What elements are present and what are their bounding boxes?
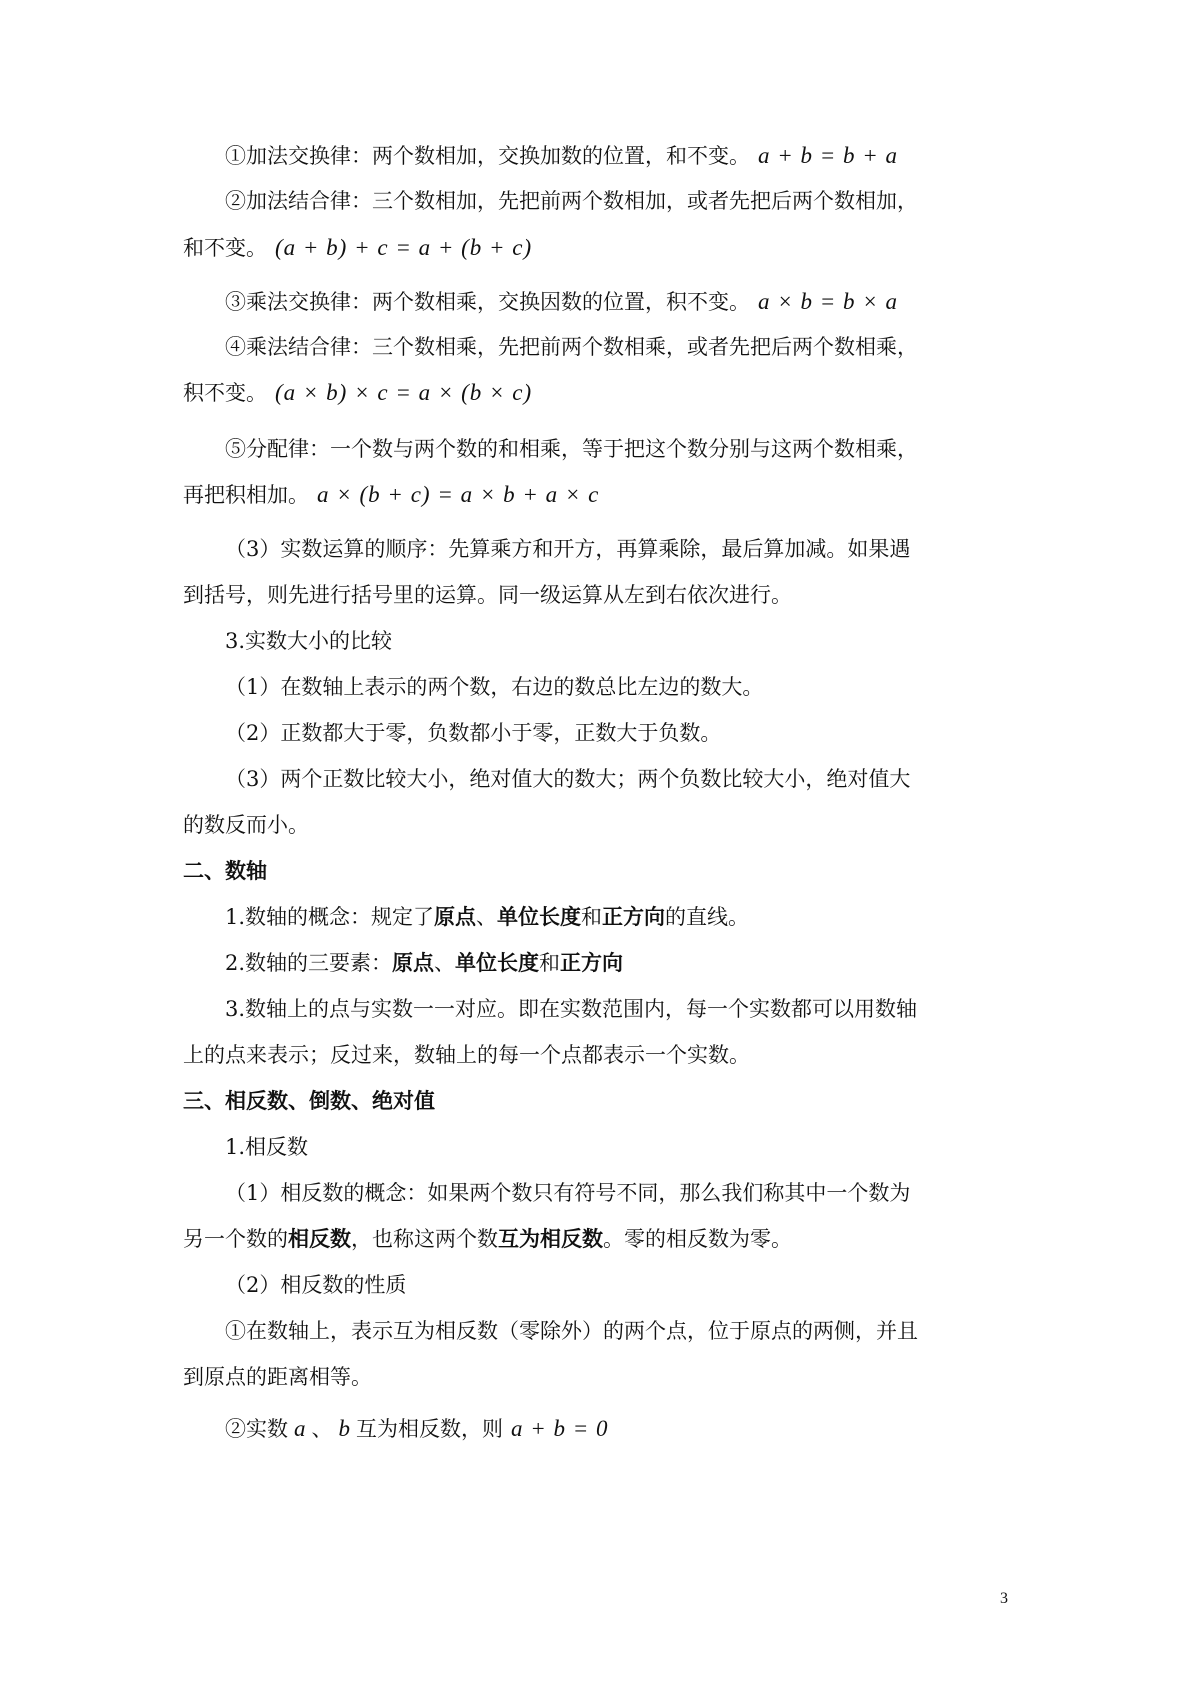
text: （1）相反数的概念：如果两个数只有符号不同，那么我们称其中一个数为 xyxy=(225,1181,911,1205)
text: ①在数轴上，表示互为相反数（零除外）的两个点，位于原点的两侧，并且 xyxy=(225,1319,918,1343)
text: ③乘法交换律：两个数相乘，交换因数的位置，积不变。 xyxy=(225,290,750,314)
text: ⑤分配律：一个数与两个数的和相乘，等于把这个数分别与这两个数相乘， xyxy=(225,437,918,461)
subheading-opposite-properties xyxy=(183,1262,1013,1308)
formula: a + b = 0 xyxy=(511,1416,609,1441)
bold-term: 单位长度 xyxy=(455,951,540,975)
text: 另一个数的 xyxy=(183,1227,288,1251)
text: 上的点来表示；反过来，数轴上的每一个点都表示一个实数。 xyxy=(183,1043,750,1067)
paragraph-multiplication-commutative xyxy=(183,279,1013,325)
text: （3）实数运算的顺序：先算乘方和开方，再算乘除，最后算加减。如果遇 xyxy=(225,537,911,561)
page-number: 3 xyxy=(1000,1590,1008,1607)
text: 、 xyxy=(476,905,498,929)
text: 和不变。 xyxy=(183,236,267,260)
text: （2）相反数的性质 xyxy=(225,1273,407,1297)
text: 二、数轴 xyxy=(183,859,267,883)
text: 3.数轴上的点与实数一一对应。即在实数范围内，每一个实数都可以用数轴 xyxy=(225,997,918,1021)
text: 1.数轴的概念：规定了 xyxy=(225,905,435,929)
text: ②实数 xyxy=(225,1417,288,1441)
paragraph-number-line-concept xyxy=(183,894,1013,940)
text: 3.实数大小的比较 xyxy=(225,629,393,653)
text: 的数反而小。 xyxy=(183,813,309,837)
paragraph-distributive-cont xyxy=(183,472,1013,518)
paragraph-operation-order-cont xyxy=(183,572,1013,618)
paragraph-addition-commutative xyxy=(183,133,1013,179)
subheading-opposite-numbers xyxy=(183,1124,1013,1170)
text: ①加法交换律：两个数相加，交换加数的位置，和不变。 xyxy=(225,144,750,168)
paragraph-operation-order xyxy=(183,526,1013,572)
bold-term: 相反数 xyxy=(288,1227,351,1251)
paragraph-number-line-correspondence xyxy=(183,986,1013,1032)
text: 的直线。 xyxy=(665,905,750,929)
text: ，也称这两个数 xyxy=(351,1227,498,1251)
text: 互为相反数，则 xyxy=(356,1417,503,1441)
paragraph-opposite-property-1-cont xyxy=(183,1354,1013,1400)
formula: (a + b) + c = a + (b + c) xyxy=(275,235,533,260)
text: （2）正数都大于零，负数都小于零，正数大于负数。 xyxy=(225,721,722,745)
bold-term: 原点 xyxy=(434,905,477,929)
text: 和 xyxy=(581,905,603,929)
paragraph-number-line-elements xyxy=(183,940,1013,986)
text: ④乘法结合律：三个数相乘，先把前两个数相乘，或者先把后两个数相乘， xyxy=(225,335,918,359)
text: 、 xyxy=(311,1417,333,1441)
text: 2.数轴的三要素： xyxy=(225,951,393,975)
paragraph-compare-1 xyxy=(183,664,1013,710)
bold-term: 正方向 xyxy=(602,905,666,929)
formula: a × (b + c) = a × b + a × c xyxy=(317,482,600,507)
text: （3）两个正数比较大小，绝对值大的数大；两个负数比较大小，绝对值大 xyxy=(225,767,911,791)
paragraph-multiplication-associative xyxy=(183,324,1013,370)
subheading-real-number-comparison xyxy=(183,618,1013,664)
formula: a × b = b × a xyxy=(758,289,899,314)
paragraph-opposite-property-2 xyxy=(183,1406,1013,1452)
text: 和 xyxy=(539,951,561,975)
paragraph-number-line-correspondence-cont xyxy=(183,1032,1013,1078)
text: 到原点的距离相等。 xyxy=(183,1365,372,1389)
paragraph-compare-3-cont xyxy=(183,802,1013,848)
text: 。零的相反数为零。 xyxy=(603,1227,792,1251)
paragraph-multiplication-associative-cont xyxy=(183,370,1013,416)
text: 到括号，则先进行括号里的运算。同一级运算从左到右依次进行。 xyxy=(183,583,792,607)
text: ②加法结合律：三个数相加，先把前两个数相加，或者先把后两个数相加， xyxy=(225,189,918,213)
bold-term: 单位长度 xyxy=(497,905,582,929)
text: 、 xyxy=(434,951,456,975)
paragraph-compare-3 xyxy=(183,756,1013,802)
text: 1.相反数 xyxy=(225,1135,309,1159)
formula: a + b = b + a xyxy=(758,143,899,168)
paragraph-addition-associative xyxy=(183,178,1013,224)
text: （1）在数轴上表示的两个数，右边的数总比左边的数大。 xyxy=(225,675,764,699)
text: 积不变。 xyxy=(183,381,267,405)
heading-number-line xyxy=(183,848,1013,894)
heading-opposite-reciprocal-absolute xyxy=(183,1078,1013,1124)
paragraph-distributive xyxy=(183,426,1013,472)
paragraph-addition-associative-cont xyxy=(183,225,1013,271)
text: 再把积相加。 xyxy=(183,483,309,507)
variable: b xyxy=(338,1416,350,1441)
bold-term: 互为相反数 xyxy=(498,1227,603,1251)
paragraph-opposite-concept-cont xyxy=(183,1216,1013,1262)
bold-term: 原点 xyxy=(392,951,435,975)
variable: a xyxy=(294,1416,306,1441)
bold-term: 正方向 xyxy=(560,951,624,975)
text: 三、相反数、倒数、绝对值 xyxy=(183,1089,435,1113)
paragraph-compare-2 xyxy=(183,710,1013,756)
paragraph-opposite-concept xyxy=(183,1170,1013,1216)
paragraph-opposite-property-1 xyxy=(183,1308,1013,1354)
formula: (a × b) × c = a × (b × c) xyxy=(275,380,533,405)
